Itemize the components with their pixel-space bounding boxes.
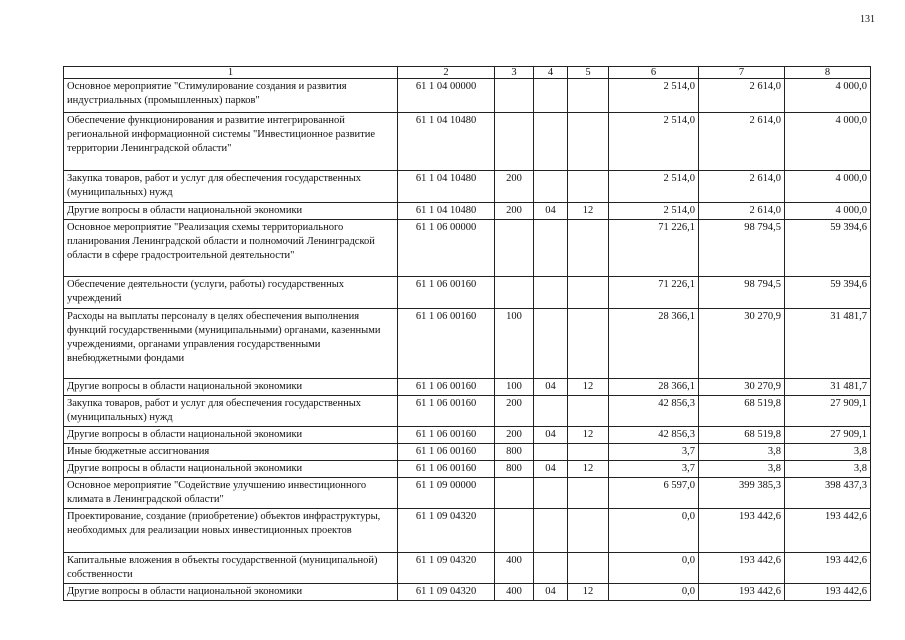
target-code-cell: 61 1 06 00160 (398, 396, 495, 427)
table-row (64, 444, 871, 461)
budget-table (63, 66, 871, 601)
amount-col8-cell: 3,8 (785, 461, 871, 478)
expense-type-cell (495, 113, 534, 171)
section-cell (534, 509, 568, 553)
section-cell: 04 (534, 203, 568, 220)
amount-col8-cell: 31 481,7 (785, 379, 871, 396)
subsection-cell: 12 (568, 461, 609, 478)
section-cell (534, 277, 568, 309)
amount-col7-cell: 68 519,8 (699, 396, 785, 427)
target-code-cell: 61 1 06 00160 (398, 461, 495, 478)
subsection-cell (568, 220, 609, 277)
amount-col7-cell: 2 614,0 (699, 203, 785, 220)
target-code-cell: 61 1 06 00160 (398, 379, 495, 396)
amount-col7-cell: 193 442,6 (699, 509, 785, 553)
subsection-cell (568, 309, 609, 379)
target-code-cell: 61 1 09 04320 (398, 584, 495, 601)
amount-col8-cell: 27 909,1 (785, 427, 871, 444)
row-name-cell: Другие вопросы в области национальной экономики (64, 203, 398, 220)
row-name-cell: Обеспечение функционирования и развитие интегрированной региональной информационной системы "Инвестиционное развитие территории Ленинградской области" (64, 113, 398, 171)
expense-type-cell: 800 (495, 444, 534, 461)
amount-col8-cell: 59 394,6 (785, 220, 871, 277)
expense-type-cell (495, 79, 534, 113)
row-name-cell: Основное мероприятие "Реализация схемы территориального планирования Ленинградской области и полномочий Ленинградской области в сфере градостроительной деятельности" (64, 220, 398, 277)
target-code-cell: 61 1 09 04320 (398, 553, 495, 584)
section-cell (534, 309, 568, 379)
amount-col6-cell: 2 514,0 (609, 79, 699, 113)
target-code-cell: 61 1 09 00000 (398, 478, 495, 509)
target-code-cell: 61 1 06 00160 (398, 309, 495, 379)
section-cell (534, 220, 568, 277)
target-code-cell: 61 1 09 04320 (398, 509, 495, 553)
target-code-cell: 61 1 06 00160 (398, 444, 495, 461)
table-row (64, 553, 871, 584)
subsection-cell (568, 171, 609, 203)
amount-col6-cell: 6 597,0 (609, 478, 699, 509)
amount-col6-cell: 42 856,3 (609, 396, 699, 427)
table-row (64, 79, 871, 113)
target-code-cell: 61 1 06 00160 (398, 277, 495, 309)
table-row (64, 113, 871, 171)
row-name-cell: Другие вопросы в области национальной экономики (64, 584, 398, 601)
table-row (64, 309, 871, 379)
column-header: 4 (534, 67, 568, 79)
table-row (64, 427, 871, 444)
row-name-cell: Капитальные вложения в объекты государственной (муниципальной) собственности (64, 553, 398, 584)
row-name-cell: Закупка товаров, работ и услуг для обеспечения государственных (муниципальных) нужд (64, 171, 398, 203)
expense-type-cell (495, 220, 534, 277)
amount-col7-cell: 3,8 (699, 444, 785, 461)
subsection-cell (568, 553, 609, 584)
section-cell (534, 553, 568, 584)
amount-col7-cell: 2 614,0 (699, 79, 785, 113)
amount-col8-cell: 4 000,0 (785, 79, 871, 113)
table-row (64, 478, 871, 509)
subsection-cell: 12 (568, 584, 609, 601)
section-cell (534, 79, 568, 113)
amount-col8-cell: 193 442,6 (785, 553, 871, 584)
subsection-cell (568, 444, 609, 461)
amount-col7-cell: 98 794,5 (699, 220, 785, 277)
table-row (64, 171, 871, 203)
target-code-cell: 61 1 06 00000 (398, 220, 495, 277)
table-header-row (64, 67, 871, 79)
amount-col6-cell: 3,7 (609, 461, 699, 478)
section-cell: 04 (534, 584, 568, 601)
amount-col8-cell: 193 442,6 (785, 584, 871, 601)
amount-col6-cell: 2 514,0 (609, 203, 699, 220)
section-cell (534, 171, 568, 203)
amount-col6-cell: 0,0 (609, 553, 699, 584)
table-row (64, 584, 871, 601)
amount-col7-cell: 3,8 (699, 461, 785, 478)
subsection-cell: 12 (568, 203, 609, 220)
row-name-cell: Обеспечение деятельности (услуги, работы) государственных учреждений (64, 277, 398, 309)
amount-col7-cell: 399 385,3 (699, 478, 785, 509)
subsection-cell (568, 478, 609, 509)
column-header: 5 (568, 67, 609, 79)
subsection-cell: 12 (568, 427, 609, 444)
subsection-cell (568, 79, 609, 113)
section-cell: 04 (534, 427, 568, 444)
amount-col7-cell: 193 442,6 (699, 584, 785, 601)
subsection-cell (568, 113, 609, 171)
table-body (64, 79, 871, 601)
expense-type-cell (495, 478, 534, 509)
amount-col8-cell: 4 000,0 (785, 113, 871, 171)
column-header: 3 (495, 67, 534, 79)
section-cell (534, 113, 568, 171)
target-code-cell: 61 1 04 10480 (398, 171, 495, 203)
amount-col8-cell: 398 437,3 (785, 478, 871, 509)
row-name-cell: Иные бюджетные ассигнования (64, 444, 398, 461)
amount-col6-cell: 0,0 (609, 584, 699, 601)
table-row (64, 203, 871, 220)
amount-col8-cell: 31 481,7 (785, 309, 871, 379)
row-name-cell: Другие вопросы в области национальной экономики (64, 427, 398, 444)
row-name-cell: Другие вопросы в области национальной экономики (64, 461, 398, 478)
amount-col7-cell: 193 442,6 (699, 553, 785, 584)
amount-col8-cell: 27 909,1 (785, 396, 871, 427)
target-code-cell: 61 1 04 10480 (398, 203, 495, 220)
table-row (64, 379, 871, 396)
expense-type-cell (495, 277, 534, 309)
amount-col6-cell: 28 366,1 (609, 309, 699, 379)
row-name-cell: Основное мероприятие "Содействие улучшению инвестиционного климата в Ленинградской области" (64, 478, 398, 509)
amount-col6-cell: 42 856,3 (609, 427, 699, 444)
expense-type-cell (495, 509, 534, 553)
column-header: 2 (398, 67, 495, 79)
target-code-cell: 61 1 06 00160 (398, 427, 495, 444)
expense-type-cell: 200 (495, 427, 534, 444)
subsection-cell (568, 396, 609, 427)
amount-col6-cell: 2 514,0 (609, 171, 699, 203)
amount-col7-cell: 30 270,9 (699, 379, 785, 396)
column-header: 1 (64, 67, 398, 79)
amount-col8-cell: 4 000,0 (785, 203, 871, 220)
amount-col8-cell: 3,8 (785, 444, 871, 461)
expense-type-cell: 200 (495, 203, 534, 220)
amount-col8-cell: 4 000,0 (785, 171, 871, 203)
amount-col7-cell: 30 270,9 (699, 309, 785, 379)
subsection-cell (568, 509, 609, 553)
table-row (64, 220, 871, 277)
subsection-cell: 12 (568, 379, 609, 396)
amount-col7-cell: 68 519,8 (699, 427, 785, 444)
section-cell (534, 396, 568, 427)
page-number: 131 (860, 14, 875, 25)
amount-col7-cell: 98 794,5 (699, 277, 785, 309)
expense-type-cell: 100 (495, 379, 534, 396)
amount-col6-cell: 71 226,1 (609, 277, 699, 309)
amount-col6-cell: 71 226,1 (609, 220, 699, 277)
row-name-cell: Другие вопросы в области национальной экономики (64, 379, 398, 396)
expense-type-cell: 100 (495, 309, 534, 379)
table-row (64, 396, 871, 427)
column-header: 8 (785, 67, 871, 79)
section-cell: 04 (534, 379, 568, 396)
expense-type-cell: 200 (495, 396, 534, 427)
section-cell: 04 (534, 461, 568, 478)
expense-type-cell: 400 (495, 584, 534, 601)
expense-type-cell: 200 (495, 171, 534, 203)
row-name-cell: Расходы на выплаты персоналу в целях обеспечения выполнения функций государственными (муниципальными) органами, казенными учреждениями, органами управления государственными внебюджетными фондами (64, 309, 398, 379)
section-cell (534, 478, 568, 509)
amount-col7-cell: 2 614,0 (699, 113, 785, 171)
amount-col6-cell: 2 514,0 (609, 113, 699, 171)
expense-type-cell: 400 (495, 553, 534, 584)
subsection-cell (568, 277, 609, 309)
amount-col8-cell: 59 394,6 (785, 277, 871, 309)
amount-col6-cell: 28 366,1 (609, 379, 699, 396)
amount-col6-cell: 0,0 (609, 509, 699, 553)
amount-col7-cell: 2 614,0 (699, 171, 785, 203)
section-cell (534, 444, 568, 461)
amount-col6-cell: 3,7 (609, 444, 699, 461)
amount-col8-cell: 193 442,6 (785, 509, 871, 553)
row-name-cell: Основное мероприятие "Стимулирование создания и развития индустриальных (промышленных) парков" (64, 79, 398, 113)
table-row (64, 277, 871, 309)
table-row (64, 461, 871, 478)
target-code-cell: 61 1 04 10480 (398, 113, 495, 171)
table-row (64, 509, 871, 553)
row-name-cell: Закупка товаров, работ и услуг для обеспечения государственных (муниципальных) нужд (64, 396, 398, 427)
column-header: 6 (609, 67, 699, 79)
expense-type-cell: 800 (495, 461, 534, 478)
column-header: 7 (699, 67, 785, 79)
target-code-cell: 61 1 04 00000 (398, 79, 495, 113)
row-name-cell: Проектирование, создание (приобретение) объектов инфраструктуры, необходимых для реализации новых инвестиционных проектов (64, 509, 398, 553)
